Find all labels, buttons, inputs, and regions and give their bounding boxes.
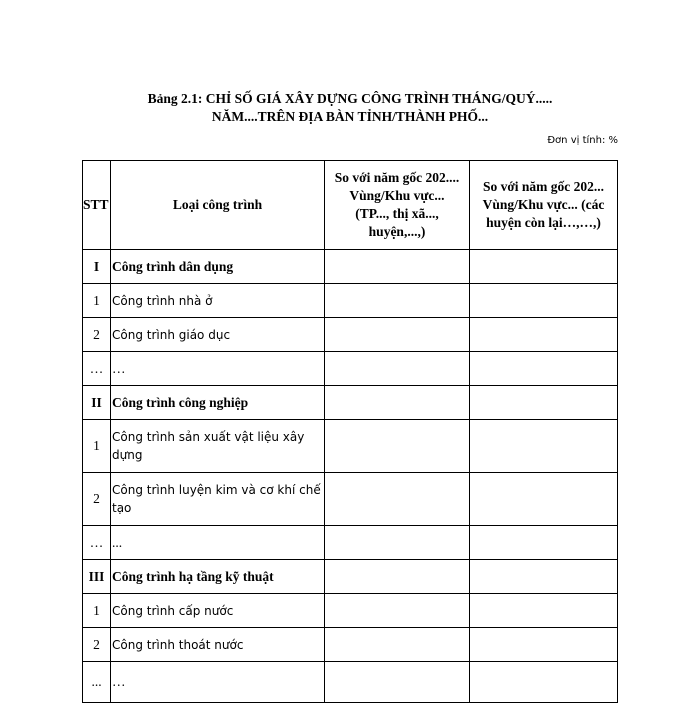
row-value-b	[470, 420, 618, 473]
row-name: Công trình thoát nước	[111, 628, 325, 662]
row-name: Công trình hạ tầng kỹ thuật	[111, 560, 325, 594]
header-col-b-line: Vùng/Khu vực... (các	[482, 197, 605, 212]
title-line-1: Bảng 2.1: CHỈ SỐ GIÁ XÂY DỰNG CÔNG TRÌNH THÁNG/QUÝ.....	[147, 91, 553, 106]
header-col-a-line: Vùng/Khu vực...	[349, 188, 445, 203]
row-name-line: dựng	[112, 448, 143, 462]
table-title	[0, 90, 700, 126]
row-value-b	[470, 284, 618, 318]
table-row	[83, 473, 618, 526]
header-stt: STT	[83, 161, 111, 250]
row-name: …	[111, 662, 325, 703]
price-index-table	[82, 160, 618, 703]
table-row	[83, 352, 618, 386]
row-stt: II	[83, 386, 111, 420]
row-value-a	[325, 352, 470, 386]
header-col-b	[470, 161, 618, 250]
table-row	[83, 526, 618, 560]
row-stt: 2	[83, 628, 111, 662]
row-stt: 1	[83, 420, 111, 473]
table-row	[83, 318, 618, 352]
row-value-b	[470, 662, 618, 703]
table-header-row	[83, 161, 618, 250]
row-value-b	[470, 318, 618, 352]
row-name	[111, 473, 325, 526]
header-col-a	[325, 161, 470, 250]
row-value-b	[470, 473, 618, 526]
row-value-a	[325, 284, 470, 318]
row-stt: …	[83, 526, 111, 560]
row-name: Công trình dân dụng	[111, 250, 325, 284]
header-col-a-line: (TP..., thị xã...,	[355, 206, 439, 221]
row-value-b	[470, 526, 618, 560]
table-row	[83, 250, 618, 284]
row-name: Công trình giáo dục	[111, 318, 325, 352]
row-value-b	[470, 628, 618, 662]
header-col-b-line: huyện còn lại…,…,)	[486, 215, 601, 230]
title-line-2: NĂM....TRÊN ĐỊA BÀN TỈNH/THÀNH PHỐ...	[211, 109, 489, 124]
row-stt: 1	[83, 284, 111, 318]
row-name: …	[111, 352, 325, 386]
header-col-a-line: huyện,...,)	[368, 224, 426, 239]
row-value-b	[470, 386, 618, 420]
table-row	[83, 420, 618, 473]
row-name-line: Công trình luyện kim và cơ khí chế	[112, 483, 321, 497]
row-stt: III	[83, 560, 111, 594]
row-name: ...	[111, 526, 325, 560]
row-name: Công trình công nghiệp	[111, 386, 325, 420]
row-value-a	[325, 560, 470, 594]
row-value-a	[325, 628, 470, 662]
row-stt: 2	[83, 473, 111, 526]
row-value-a	[325, 662, 470, 703]
row-value-a	[325, 594, 470, 628]
unit-label: Đơn vị tính: %	[547, 135, 618, 146]
row-stt: I	[83, 250, 111, 284]
row-name-line: tạo	[112, 501, 132, 515]
row-name: Công trình nhà ở	[111, 284, 325, 318]
row-value-b	[470, 352, 618, 386]
row-value-a	[325, 526, 470, 560]
row-name	[111, 420, 325, 473]
table-row	[83, 594, 618, 628]
row-value-b	[470, 250, 618, 284]
row-stt: 2	[83, 318, 111, 352]
header-name: Loại công trình	[111, 161, 325, 250]
table-row	[83, 284, 618, 318]
table-row	[83, 628, 618, 662]
row-value-a	[325, 250, 470, 284]
header-col-a-line: So với năm gốc 202....	[334, 170, 460, 185]
table-row	[83, 662, 618, 703]
row-value-b	[470, 560, 618, 594]
row-stt: ...	[83, 662, 111, 703]
table-row	[83, 560, 618, 594]
row-value-a	[325, 420, 470, 473]
row-stt: 1	[83, 594, 111, 628]
row-name: Công trình cấp nước	[111, 594, 325, 628]
row-value-a	[325, 386, 470, 420]
row-value-a	[325, 473, 470, 526]
row-stt: …	[83, 352, 111, 386]
header-col-b-line: So với năm gốc 202...	[482, 179, 605, 194]
table-row	[83, 386, 618, 420]
row-name-line: Công trình sản xuất vật liệu xây	[112, 430, 305, 444]
row-value-a	[325, 318, 470, 352]
row-value-b	[470, 594, 618, 628]
